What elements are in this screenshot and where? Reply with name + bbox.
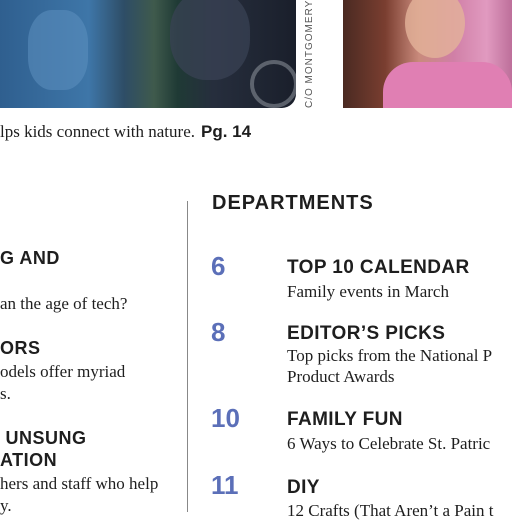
feature-deck-3: hers and staff who help y. xyxy=(0,474,159,515)
column-divider xyxy=(187,201,188,512)
dept-item-desc: Top picks from the National P Product Awards xyxy=(287,346,493,386)
dept-page-number: 8 xyxy=(211,317,226,347)
feature-headline-1[interactable]: G AND xyxy=(0,248,60,268)
feature-headline-3[interactable]: UNSUNG ATION xyxy=(0,428,87,470)
dept-item-desc: 6 Ways to Celebrate St. Patric xyxy=(287,434,491,453)
feature-headline-2[interactable]: ORS xyxy=(0,338,41,358)
dept-item-desc: Family events in March xyxy=(287,282,449,301)
dept-item-title[interactable]: EDITOR’S PICKS xyxy=(287,323,446,344)
page-reference[interactable]: Pg. 14 xyxy=(201,122,252,141)
caption-text: lps kids connect with nature. xyxy=(0,122,195,141)
feature-photo-left xyxy=(0,0,296,108)
dept-page-number: 10 xyxy=(211,403,240,433)
feature-caption xyxy=(0,122,251,142)
feature-deck-1: an the age of tech? xyxy=(0,294,128,313)
dept-item-title[interactable]: DIY xyxy=(287,477,320,498)
dept-page-number: 11 xyxy=(211,470,239,500)
dept-page-number: 6 xyxy=(211,251,226,281)
feature-deck-2: odels offer myriad s. xyxy=(0,362,126,403)
dept-item-desc: 12 Crafts (That Aren’t a Pain t xyxy=(287,501,494,520)
dept-item-title[interactable]: FAMILY FUN xyxy=(287,409,403,430)
photo-credit: C/O MONTGOMERY xyxy=(304,0,315,108)
departments-heading: DEPARTMENTS xyxy=(212,192,374,214)
feature-photo-right xyxy=(343,0,512,108)
dept-item-title[interactable]: TOP 10 CALENDAR xyxy=(287,257,470,278)
